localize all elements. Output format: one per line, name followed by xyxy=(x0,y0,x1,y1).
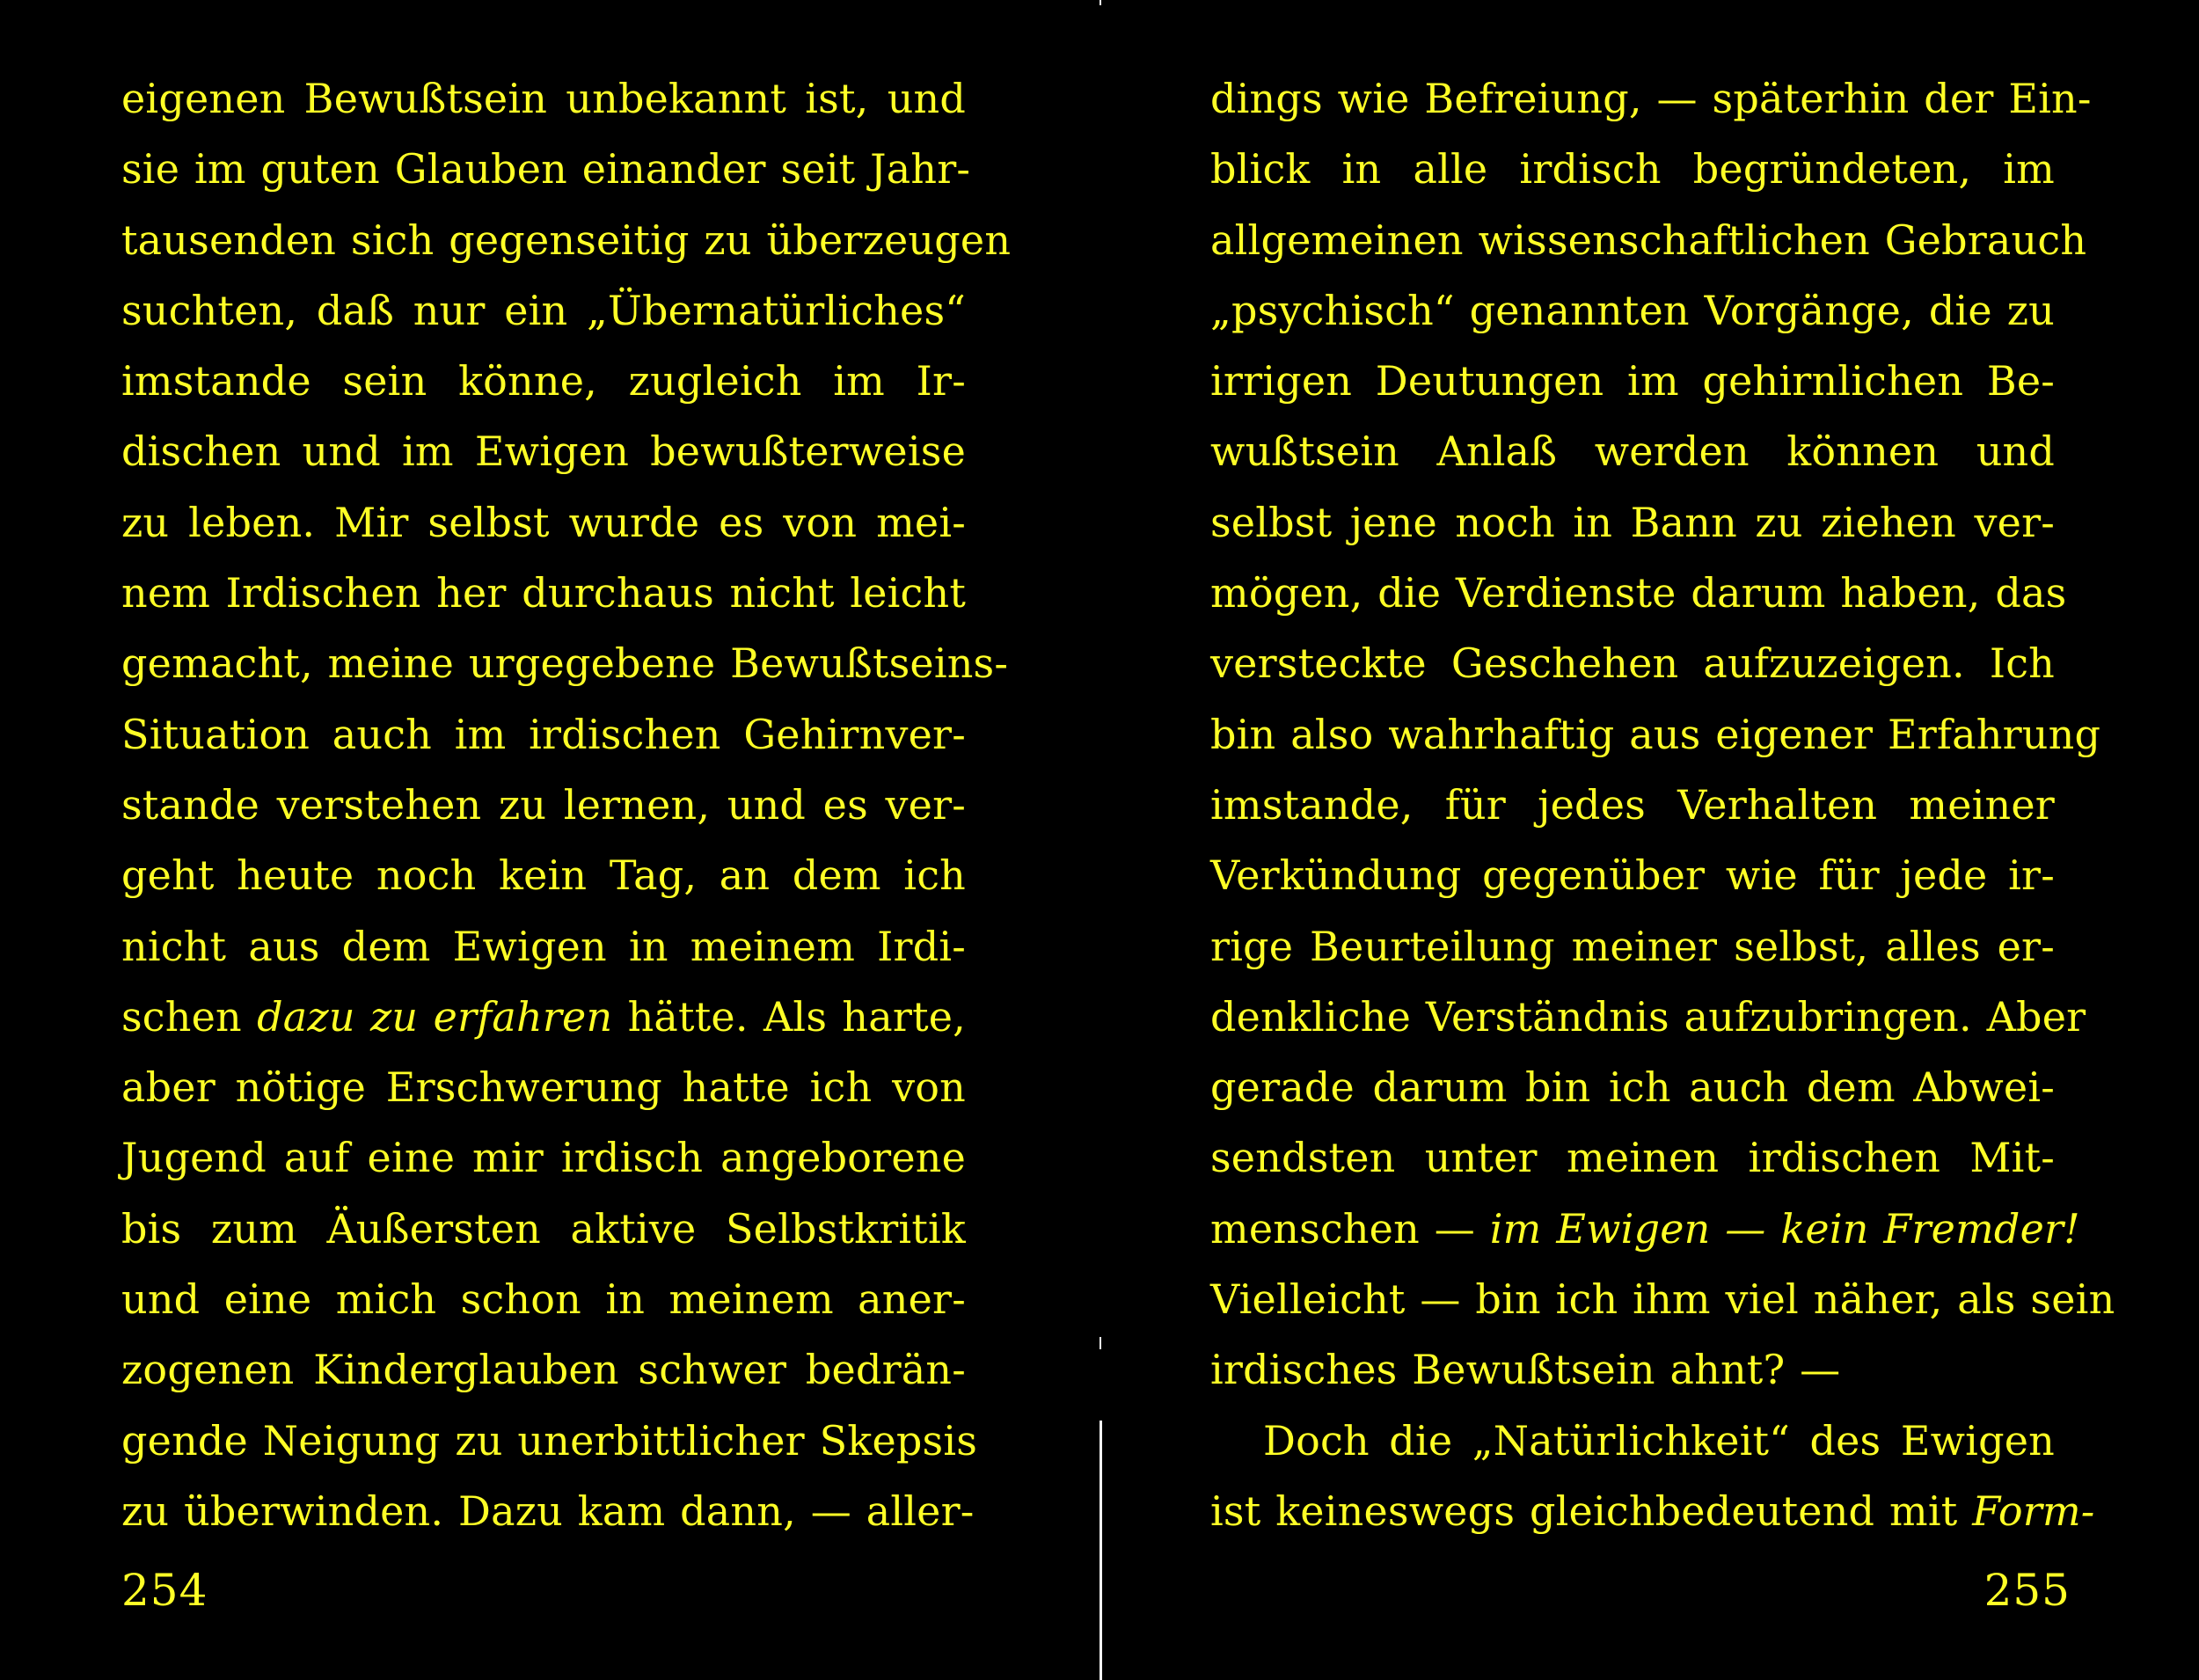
text-line-mixed xyxy=(121,982,966,1052)
text-line-mixed xyxy=(1210,1476,2095,1546)
text-line: bin also wahrhaftig aus eigener Erfahrung xyxy=(1210,710,2101,758)
italic-emphasis: dazu zu erfahren xyxy=(257,992,613,1041)
text-line: dings wie Befreiung, — späterhin der Ein- xyxy=(1210,75,2092,122)
text-line: allgemeinen wissenschaftlichen Gebrauch xyxy=(1210,215,2087,264)
text-line: wußtsein Anlaß werden können und xyxy=(1210,427,2055,476)
text-line: gerade darum bin ich auch dem Abwei- xyxy=(1210,1063,2055,1112)
text-segment: ist keineswegs gleichbedeutend mit xyxy=(1210,1486,1958,1535)
text-line: eigenen Bewußtsein unbekannt ist, und xyxy=(121,75,966,122)
text-line: und eine mich schon in meinem aner- xyxy=(121,1275,966,1324)
italic-emphasis: Form- xyxy=(1972,1486,2095,1535)
text-line: mögen, die Verdienste darum haben, das xyxy=(1210,569,2067,617)
text-line: dischen und im Ewigen bewußterweise xyxy=(121,427,966,476)
right-page xyxy=(1100,0,2199,1680)
text-line: Jugend auf eine mir irdisch angeborene xyxy=(121,1134,966,1182)
italic-emphasis: im Ewigen — kein Fremder! xyxy=(1489,1204,2080,1253)
text-line: suchten, daß nur ein „Übernatürliches“ xyxy=(121,286,966,334)
text-line: zogenen Kinderglauben schwer bedrän- xyxy=(121,1346,966,1394)
text-line: Verkündung gegenüber wie für jede ir- xyxy=(1210,851,2055,900)
text-line: tausenden sich gegenseitig zu überzeugen xyxy=(121,215,1012,264)
text-line: stande verstehen zu lernen, und es ver- xyxy=(121,780,966,829)
text-line: „psychisch“ genannten Vorgänge, die zu xyxy=(1210,286,2055,334)
text-line: gende Neigung zu unerbittlicher Skepsis xyxy=(121,1416,978,1465)
text-line: geht heute noch kein Tag, an dem ich xyxy=(121,851,966,900)
text-line: nem Irdischen her durchaus nicht leicht xyxy=(121,569,966,617)
text-line-mixed xyxy=(1210,1194,2080,1264)
text-line: Doch die „Natürlichkeit“ des Ewigen xyxy=(1263,1416,2055,1465)
text-line: irrigen Deutungen im gehirnlichen Be- xyxy=(1210,357,2055,405)
page-number-right: 255 xyxy=(1983,1565,2071,1616)
text-line: nicht aus dem Ewigen in meinem Irdi- xyxy=(121,922,966,970)
text-line: selbst jene noch in Bann zu ziehen ver- xyxy=(1210,498,2055,546)
text-line: irdisches Bewußtsein ahnt? — xyxy=(1210,1346,1841,1394)
left-page-text xyxy=(121,63,1012,1546)
text-line: sendsten unter meinen irdischen Mit- xyxy=(1210,1134,2055,1182)
text-line: sie im guten Glauben einander seit Jahr- xyxy=(121,145,971,194)
right-page-text xyxy=(1210,63,2115,1546)
text-line: zu leben. Mir selbst wurde es von mei- xyxy=(121,498,966,546)
text-line: bis zum Äußersten aktive Selbstkritik xyxy=(121,1204,966,1253)
text-line: Situation auch im irdischen Gehirnver- xyxy=(121,710,966,758)
text-segment: menschen — xyxy=(1210,1204,1475,1253)
text-segment: schen xyxy=(121,992,242,1041)
text-line: rige Beurteilung meiner selbst, alles er- xyxy=(1210,922,2055,970)
text-line: denkliche Verständnis aufzubringen. Aber xyxy=(1210,992,2086,1041)
text-line: gemacht, meine urgegebene Bewußtseins- xyxy=(121,639,1009,688)
text-line: Vielleicht — bin ich ihm viel näher, als sein xyxy=(1210,1275,2115,1324)
text-line: aber nötige Erschwerung hatte ich von xyxy=(121,1063,966,1112)
text-line: versteckte Geschehen aufzuzeigen. Ich xyxy=(1210,639,2055,688)
text-line: zu überwinden. Dazu kam dann, — aller- xyxy=(121,1486,975,1535)
text-line: imstande sein könne, zugleich im Ir- xyxy=(121,357,966,405)
text-line: blick in alle irdisch begründeten, im xyxy=(1210,145,2055,194)
text-line: imstande, für jedes Verhalten meiner xyxy=(1210,780,2055,829)
page-number-left: 254 xyxy=(121,1565,208,1616)
text-segment: hätte. Als harte, xyxy=(627,992,966,1041)
